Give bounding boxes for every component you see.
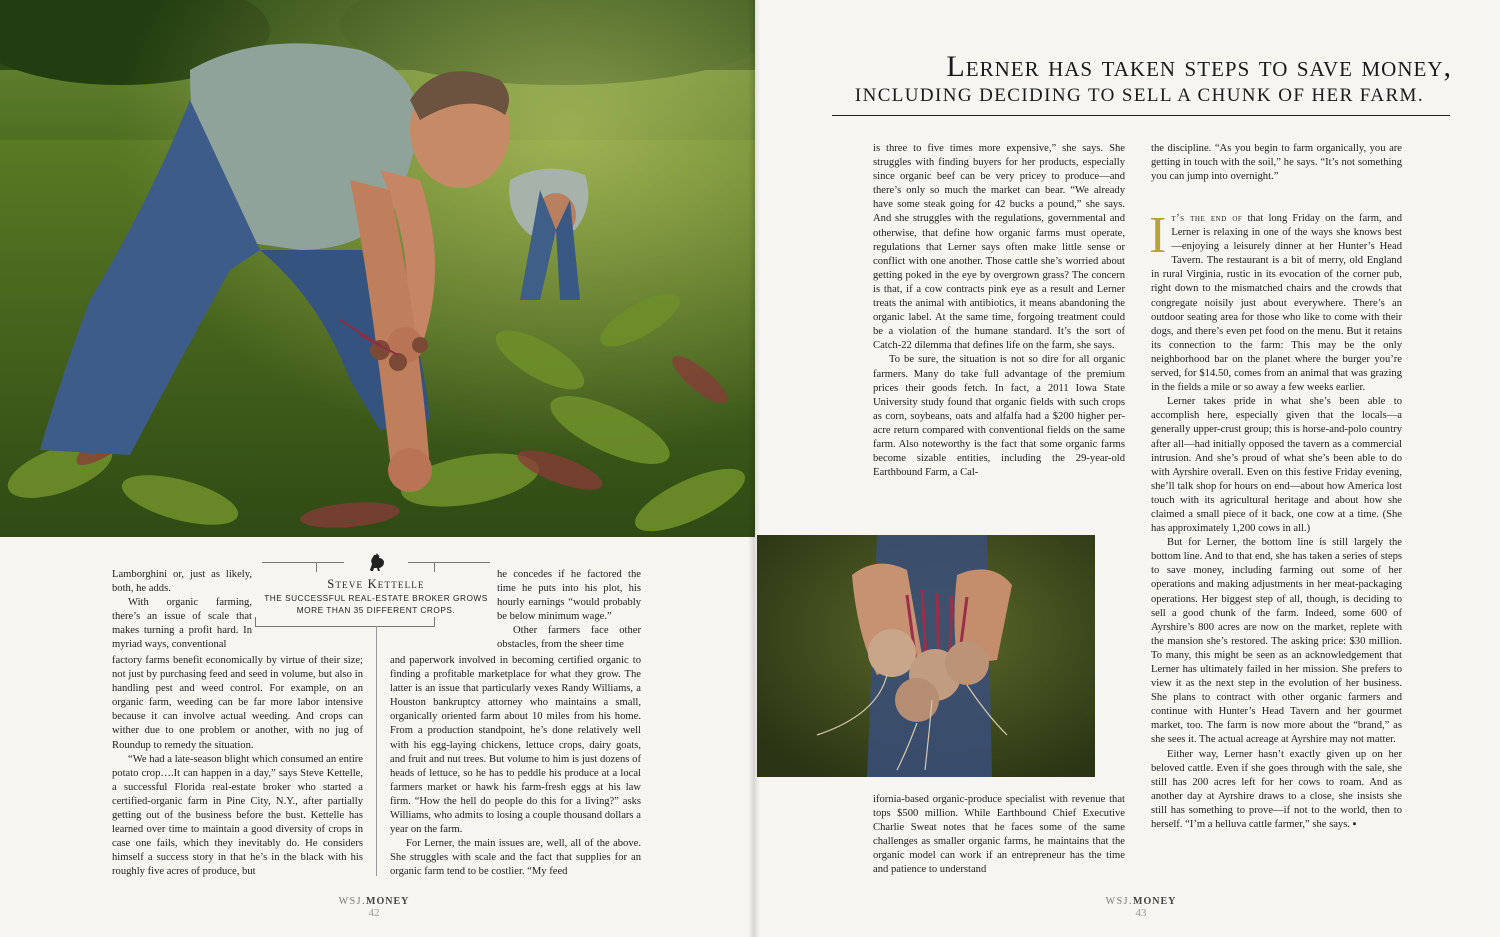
folio-brand bbox=[1081, 896, 1201, 907]
farm-photo bbox=[0, 0, 755, 537]
photo-caption bbox=[262, 553, 490, 619]
folio-brand-name: MONEY bbox=[366, 896, 410, 907]
paragraph: ifornia-based organic-produce specialist with revenue that tops $500 million. While Earthbound Chief Executive Charlie Sweat notes that he faces some of the same challenges as smaller organic farms, he maintains that the organic model can work if an entrepreneur has the time and patience to understand bbox=[873, 794, 1125, 876]
column-rule bbox=[376, 626, 377, 876]
right-column-2 bbox=[1149, 207, 1402, 832]
folio-right bbox=[1081, 896, 1201, 919]
paragraph-body: that long Friday on the farm, and Lerner is relaxing in one of the ways she knows best—enjoying a leisurely dinner at her Hunter’s Head Tavern. The restaurant is a bit of merry, old England in rural Virginia, rustic in its evocation of the corner pub, right down to the mismatched chairs and the crowds that congregate noisily just about everywhere. There’s an outdoor seating area for those who like to come with their dogs, and there’s even pet food on the menu. But it retains its connection to the farm: This may be the only neighborhood bar on the planet where the burger you’re served, for $14.50, comes from an animal that was grazing in the fields a mile or so away a few weeks earlier. bbox=[1151, 213, 1402, 394]
lead-in: t’s the end of bbox=[1171, 213, 1243, 224]
left-column-1 bbox=[112, 654, 363, 880]
paragraph bbox=[1149, 207, 1402, 395]
caption-rule bbox=[408, 562, 490, 563]
caption-frame bbox=[255, 617, 256, 627]
caption-name: Steve Kettelle bbox=[327, 577, 425, 591]
page-number: 43 bbox=[1135, 907, 1147, 919]
paragraph: the discipline. “As you begin to farm organically, you are getting in touch with the soil,” he says. “It’s not something you can jump into overnight.” bbox=[1151, 143, 1402, 183]
paragraph: For Lerner, the main issues are, well, all of the above. She struggles with scale and the fact that supplies for an organic farm tend to be costlier. “My feed bbox=[390, 838, 641, 878]
paragraph: Lamborghini or, just as likely, both, he adds. bbox=[112, 569, 252, 595]
paragraph: Other farmers face other obstacles, from the sheer time bbox=[497, 625, 641, 651]
right-column-1 bbox=[873, 142, 1125, 480]
headline-line-2: INCLUDING DECIDING TO SELL A CHUNK OF HER FARM. bbox=[854, 85, 1424, 106]
drop-cap: I bbox=[1149, 207, 1167, 264]
caption-rule bbox=[262, 562, 344, 563]
left-column-1-top bbox=[112, 568, 252, 653]
folio-brand-name: MONEY bbox=[1133, 896, 1177, 907]
paragraph: he concedes if he factored the time he puts into his plot, his hourly earnings “would probably be below minimum wage.” bbox=[497, 569, 641, 623]
left-column-2 bbox=[390, 654, 641, 880]
paragraph: Lerner takes pride in what she’s been able to accomplish here, especially given that the locals—a generally upper-crust group; this is horse-and-polo country after all—had initially opposed the tavern as a commercial intrusion. And she’s proud of what she’s been able to do with Ayrshire overall. Even on this festive Friday evening, she’ll talk shop for hours on end—about how America lost touch with its agricultural heritage and about how she claimed a small piece of it back, one cow at a time. (She has approximately 1,200 cows in all.) bbox=[1151, 396, 1402, 535]
left-column-2-top bbox=[497, 568, 641, 653]
rooster-icon bbox=[364, 550, 388, 574]
paragraph: But for Lerner, the bottom line is still largely the bottom line. And to that end, she has taken a series of steps to save money, including farming out some of her operations and making adjustments in her meat-packaging operations. Her biggest step of all, though, is deciding to sell a good chunk of the farm. Indeed, some 600 of Ayrshire’s 800 acres are now on the market, replete with the mansion she’s restored. The asking price: $30 million. To many, this might be seen as an acknowledgement that Lerner has ultimately failed in her mission. She prefers to view it as the next step in the evolution of her business. She plans to contract with other organic farmers and continue with Hunter’s Head Tavern and her gourmet market, too. The farm is now more about the “brand,” as she sees it. The actual acreage at Ayrshire may not matter. bbox=[1151, 537, 1402, 746]
headline-line-1: Lerner has taken steps to save money, bbox=[946, 50, 1452, 83]
paragraph: and paperwork involved in becoming certified organic to finding a profitable marketplace for what they grow. The latter is an issue that particularly vexes Randy Williams, a Houston bankruptcy attorney who maintains a small, organically oriented farm about 10 miles from his home. From a production standpoint, he’s done relatively well with his egg-laying chickens, lettuce crops, dairy goats, and fruit and nut trees. But volume to him is just dozens of heads of lettuce, so he has to peddle his produce at a local farmers market or hawk his farm-fresh eggs at his law firm. “How the hell do people do this for a living?” asks Williams, who admits to losing a couple thousand dollars a year on the farm. bbox=[390, 655, 641, 836]
paragraph: With organic farming, there’s an issue of scale that makes turning a profit hard. In myriad ways, conventional bbox=[112, 597, 252, 651]
right-column-2-top bbox=[1151, 142, 1402, 184]
folio-brand bbox=[314, 896, 434, 907]
paragraph: “We had a late-season blight which consumed an entire potato crop….It can happen in a day,” says Steve Kettelle, a successful Florida real-estate broker who started a certified-organic farm in Pine City, N.Y., after partially getting out of the business before the bust. Kettelle has learned over time to maintain a good diversity of crops in case one fails, which they inevitably do. He considers himself a success story in that he’s in the black with his roughly five acres of produce, but bbox=[112, 753, 363, 878]
caption-text: THE SUCCESSFUL REAL-ESTATE BROKER GROWS MORE THAN 35 DIFFERENT CROPS. bbox=[264, 593, 488, 615]
headline-rule bbox=[832, 115, 1450, 116]
beets-photo bbox=[757, 535, 1095, 777]
page-number: 42 bbox=[368, 907, 380, 919]
paragraph: To be sure, the situation is not so dire for all organic farmers. Many do take full advantage of the premium prices their goods fetch. In fact, a 2011 Iowa State University study found that organic fields with such crops as corn, soybeans, oats and alfalfa had a $200 higher per-acre return compared with conventional fields on the same farm. Also noteworthy is the fact that some organic farms become sizable entities, including the 29-year-old Earthbound Farm, a Cal- bbox=[873, 354, 1125, 479]
paragraph: is three to five times more expensive,” she says. She struggles with finding buyers for her products, especially since organic beef can be very pricey to produce—and there’s only so much the market can bear. “We already have some steak going for 42 bucks a pound,” she says. And she struggles with the regulations, governmental and otherwise, that define how organic farms must operate, regulations that Lerner says often make little sense or conflict with one another. Those cattle she’s worried about getting poked in the eye by overgrown grass? The concern is that, if a cow contracts pink eye as a result and Lerner treats the animal with antibiotics, it means abandoning the organic label. At the same time, forgoing treatment could be a violation of the humane standard. It’s the sort of Catch-22 dilemma that defines life on the farm, she says. bbox=[873, 143, 1125, 352]
right-column-1-bottom bbox=[873, 793, 1125, 878]
folio-left bbox=[314, 896, 434, 919]
paragraph: Either way, Lerner hasn’t exactly given up on her beloved cattle. Even if she goes through with the sale, she still has 200 acres left for her cows to roam. And as another day at Ayrshire draws to a close, she insists she still has something to prove—if not to the world, then to herself. “I’m a helluva cattle farmer,” she says. ▪ bbox=[1151, 748, 1402, 831]
paragraph: factory farms benefit economically by virtue of their size; not just by purchasing feed and seed in volume, but also in handling pest and weed control. For example, on an organic farm, weeding can be far more labor intensive because it can involve actual weeding. And crops can wither due to one problem or another, with no jug of Roundup to remedy the situation. bbox=[112, 655, 363, 751]
folio-brand-prefix: WSJ. bbox=[1105, 896, 1134, 907]
folio-brand-prefix: WSJ. bbox=[338, 896, 367, 907]
caption-frame bbox=[255, 626, 435, 627]
headline bbox=[832, 50, 1452, 108]
page-gutter bbox=[748, 0, 760, 937]
